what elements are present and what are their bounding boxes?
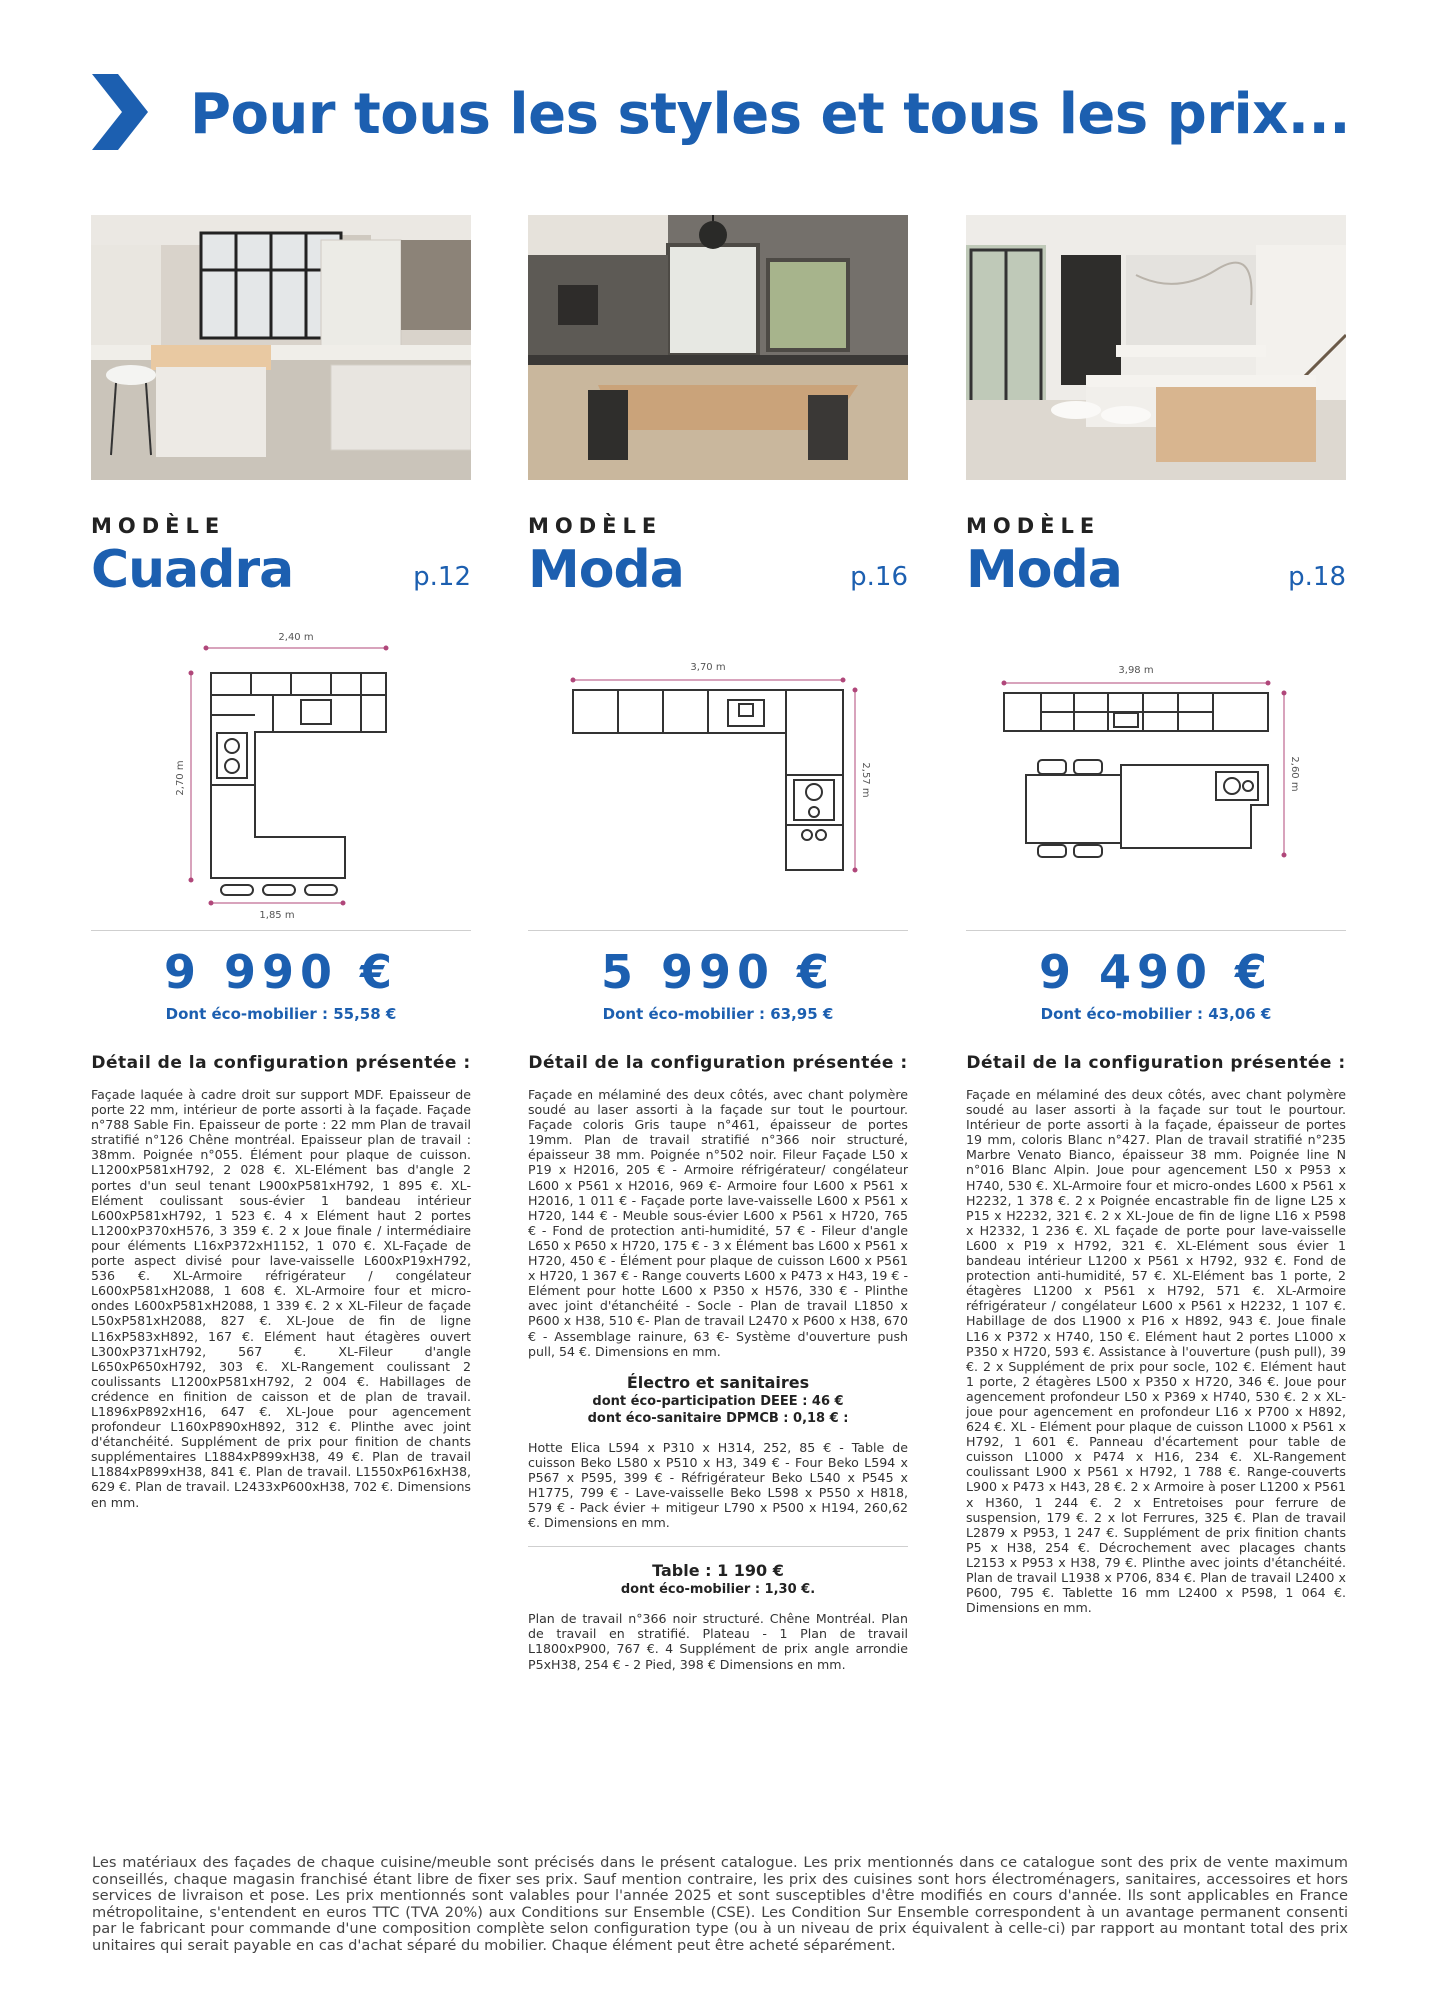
price: 9 990 € [163, 945, 399, 999]
model-name: Moda [528, 540, 684, 600]
eco-mobilier: Dont éco-mobilier : 63,95 € [602, 1005, 834, 1023]
kitchen-photo-moda-16 [528, 215, 908, 480]
detail-text: Façade en mélaminé des deux côtés, avec chant polymère soudé au laser assorti à la façade sur tout le pourtour. Façade coloris Gris taupe n°461, épaisseur de portes 19mm. Plan de travail stratifié n°366 noir structuré, épaisseur 38 mm. Poignée n°502 noir. Fileur Façade L50 x P19 x H2016, 205 € - Armoire réfrigérateur/ congélateur L600 x P561 x H2016, 969 €- Armoire four L600 x P561 x H2016, 1 011 € - Façade porte lave-vaisselle L600 x P561 x H720, 144 € - Meuble sous-évier L600 x P561 x H720, 765 € - Fond de protection anti-humidité, 57 € - Fileur d'angle L650 x P650 x H720, 175 € - 3 x Élément bas L600 x P561 x H720, 450 € - Élément pour plaque de cuisson L600 x P561 x H720, 1 367 € - Range couverts L600 x P473 x H43, 19 € - Elément pour hotte L600 x P350 x H576, 330 € - Plinthe avec joint d'étanchéité - Socle - Plan de travail L1850 x P600 x H38, 510 €- Plan de travail L2470 x P600 x H38, 670 € - Assemblage rainure, 63 €- Système d'ouverture push pull, 54 €. Dimensions en mm. [528, 1087, 908, 1359]
kitchen-photo-cuadra [91, 215, 471, 480]
floor-plan-moda-18 [966, 600, 1346, 930]
floor-plan-cuadra [91, 600, 471, 930]
table-detail: Plan de travail n°366 noir structuré. Chêne Montréal. Plan de travail en stratifié. Plateau - 1 Plan de travail L1800xP900, 767 €. 4 Supplément de prix angle arrondie P5xH38, 254 € - 2 Pied, 398 € Dimensions en mm. [528, 1611, 908, 1672]
eco-mobilier: Dont éco-mobilier : 43,06 € [1040, 1005, 1272, 1023]
plan-width-label: 3,70 m [690, 662, 726, 673]
page-reference[interactable]: p.16 [850, 562, 908, 592]
price: 5 990 € [600, 945, 836, 999]
plan-bottom-label: 1,85 m [259, 910, 295, 921]
plan-height-label: 2,60 m [1289, 756, 1300, 792]
floor-plan-moda-16 [528, 600, 908, 930]
price: 9 490 € [1038, 945, 1274, 999]
model-card-moda-16 [528, 215, 908, 1672]
table-eco: dont éco-mobilier : 1,30 €. [620, 1582, 816, 1598]
page-reference[interactable]: p.12 [413, 562, 471, 592]
model-card-cuadra [91, 215, 471, 1510]
plan-height-label: 2,70 m [175, 760, 186, 796]
electro-detail: Hotte Elica L594 x P310 x H314, 252, 85 € - Table de cuisson Beko L580 x P510 x H3, 349 € - Four Beko L594 x P567 x P595, 399 € - Réfrigérateur Beko L540 x P545 x H1775, 799 € - Lave-vaisselle Beko L598 x P550 x H818, 579 € - Pack évier + mitigeur L790 x P500 x H194, 260,62 €. Dimensions en mm. [528, 1439, 908, 1531]
plan-height-label: 2,57 m [860, 762, 871, 798]
model-name: Moda [966, 540, 1122, 600]
legal-footer: Les matériaux des façades de chaque cuisine/meuble sont précisés dans le présent catalogue. Les prix mentionnés dans ce catalogue sont des prix de vente maximum conseillés, chaque magasin franchisé étant libre de fixer ses prix. Sauf mention contraire, les prix des cuisines sont hors électroménagers, sanitaires, accessoires et hors services de livraison et pose. Les prix mentionnés sont valables pour l'année 2025 et sont susceptibles d'être modifiés en cours d'année. Ils sont applicables en France métropolitaine, s'entendent en euros TTC (TVA 20%) aux Conditions sur Ensemble (CSE). Les Condition Sur Ensemble correspondent à un avantage permanent consenti par le fabricant pour commande d'une composition complète selon configuration type (ou à un niveau de prix équivalent à celle-ci) par rapport au montant total des prix unitaires qui serait payable en cas d'achat séparé du mobilier. Chaque élément peut être acheté séparément. [92, 1854, 1348, 1954]
page-title: Pour tous les styles et tous les prix... [190, 82, 1351, 147]
detail-text: Façade en mélaminé des deux côtés, avec chant polymère soudé au laser assorti à la façade sur tout le pourtour. Intérieur de porte assorti à la façade, épaisseur de portes 19 mm, coloris Blanc n°427. Plan de travail stratifié n°235 Marbre Venato Bianco, épaisseur 38 mm. Poignée line N n°016 Blanc Alpin. Joue pour agencement L50 x P953 x H740, 530 €. XL-Armoire four et micro-ondes L600 x P561 x H2232, 1 378 €. 2 x Poignée encastrable fin de ligne L25 x P15 x H2232, 321 €. 2 x XL-Joue de fin de ligne L16 x P598 x H2332, 1 236 €. XL façade de porte pour lave-vaisselle L600 x P19 x H792, 321 €. XL-Elément sous évier 1 bandeau intérieur L1200 x P561 x H792, 932 €. Fond de protection anti-humidité, 57 €. XL-Elément bas 1 porte, 2 étagères L1200 x P561 x H792, 571 €. XL-Armoire réfrigérateur / congélateur L600 x P561 x H2232, 1 107 €. Habillage de dos L1900 x P16 x H892, 943 €. Joue finale L16 x P372 x H740, 150 €. Elément haut 2 portes L1000 x P350 x H720, 593 €. Assistance à l'ouverture (push pull), 39 €. 2 x Supplément de prix pour socle, 102 €. Elément haut 1 porte, 2 étagères L500 x P350 x H720, 346 €. Joue pour agencement profondeur L50 x P369 x H740, 530 €. 2 x XL-joue pour agencement en profondeur L16 x P700 x H892, 624 €. XL - Elément pour plaque de cuisson L1000 x P561 x H792, 1 601 €. Panneau d'écartement pour table de cuisson L1000 x P474 x H16, 234 €. XL-Rangement coulissant L900 x P561 x H792, 1 788 €. Range-couverts L900 x P473 x H43, 28 €. 2 x Armoire à poser L1200 x P561 x H360, 1 244 €. 2 x Entretoises pour ferrure de suspension, 179 €. 2 x lot Ferrures, 325 €. Plan de travail L2879 x P953, 1 247 €. Supplément de prix finition chants P5 x H38, 254 €. Décrochement avec placages chants L2153 x P953 x H38, 79 €. Plinthe avec joints d'étanchéité. Plan de travail L1938 x P706, 834 €. Plan de travail L2400 x P600, 795 €. Tablette 16 mm L2400 x P598, 1 064 €. Dimensions en mm. [966, 1087, 1346, 1616]
table-title: Table : 1 190 € [652, 1561, 784, 1581]
plan-width-label: 2,40 m [278, 632, 314, 643]
eco-mobilier: Dont éco-mobilier : 55,58 € [165, 1005, 397, 1023]
electro-dpmcb: dont éco-sanitaire DPMCB : 0,18 € : [587, 1410, 849, 1426]
detail-text: Façade laquée à cadre droit sur support MDF. Epaisseur de porte 22 mm, intérieur de porte assorti à la façade. Façade n°788 Sable Fin. Epaisseur de porte : 22 mm Plan de travail stratifié n°126 Chêne montréal. Epaisseur plan de travail : 38mm. Poignée n°055. Élément pour plaque de cuisson. L1200xP581xH792, 2 028 €. XL-Elément bas d'angle 2 portes d'un seul tenant L900xP581xH792, 1 895 €. XL-Elément coulissant sous-évier 1 bandeau intérieur L600xP581xH792, 1 523 €. 4 x Elément haut 2 portes L1200xP370xH576, 3 359 €. 2 x Joue finale / intermédiaire pour éléments L16xP372xH1152, 1 070 €. XL-Façade de porte aspect divisé pour lave-vaisselle L600xP19xH792, 536 €. XL-Armoire réfrigérateur / congélateur L600xP581xH2088, 1 608 €. XL-Armoire four et micro-ondes L600xP581xH2088, 1 339 €. 2 x XL-Fileur de façade L50xP581xH2088, 827 €. XL-Joue de fin de ligne L16xP583xH892, 167 €. Elément haut étagères ouvert L300xP371xH792, 567 €. XL-Fileur d'angle L650xP650xH792, 303 €. XL-Rangement coulissant 2 coulissants L1200xP581xH792, 2 004 €. Habillages de crédence en finition de caisson et de plan de travail. L1896xP892xH16, 647 €. XL-Joue pour agencement profondeur L160xP890xH892, 312 €. Plinthe avec joint d'étanchéité. Supplément de prix pour finition de chants supplémentaires L1884xP899xH38, 49 €. Plan de travail L1884xP899xH38, 841 €. Plan de travail. L1550xP616xH38, 629 €. Plan de travail. L2433xP600xH38, 702 €. Dimensions en mm. [91, 1087, 471, 1510]
model-name: Cuadra [91, 540, 294, 600]
model-kicker: MODÈLE [91, 514, 226, 538]
model-kicker: MODÈLE [966, 514, 1101, 538]
detail-title: Détail de la configuration présentée : [966, 1053, 1346, 1073]
model-kicker: MODÈLE [528, 514, 663, 538]
kitchen-photo-moda-18 [966, 215, 1346, 480]
electro-deee: dont éco-participation DEEE : 46 € [592, 1393, 844, 1409]
page-reference[interactable]: p.18 [1288, 562, 1346, 592]
chevron-right-icon [92, 74, 148, 150]
plan-width-label: 3,98 m [1118, 665, 1154, 676]
detail-title: Détail de la configuration présentée : [91, 1053, 471, 1073]
electro-title: Électro et sanitaires [626, 1372, 810, 1392]
model-card-moda-18 [966, 215, 1346, 1615]
detail-title: Détail de la configuration présentée : [528, 1053, 908, 1073]
